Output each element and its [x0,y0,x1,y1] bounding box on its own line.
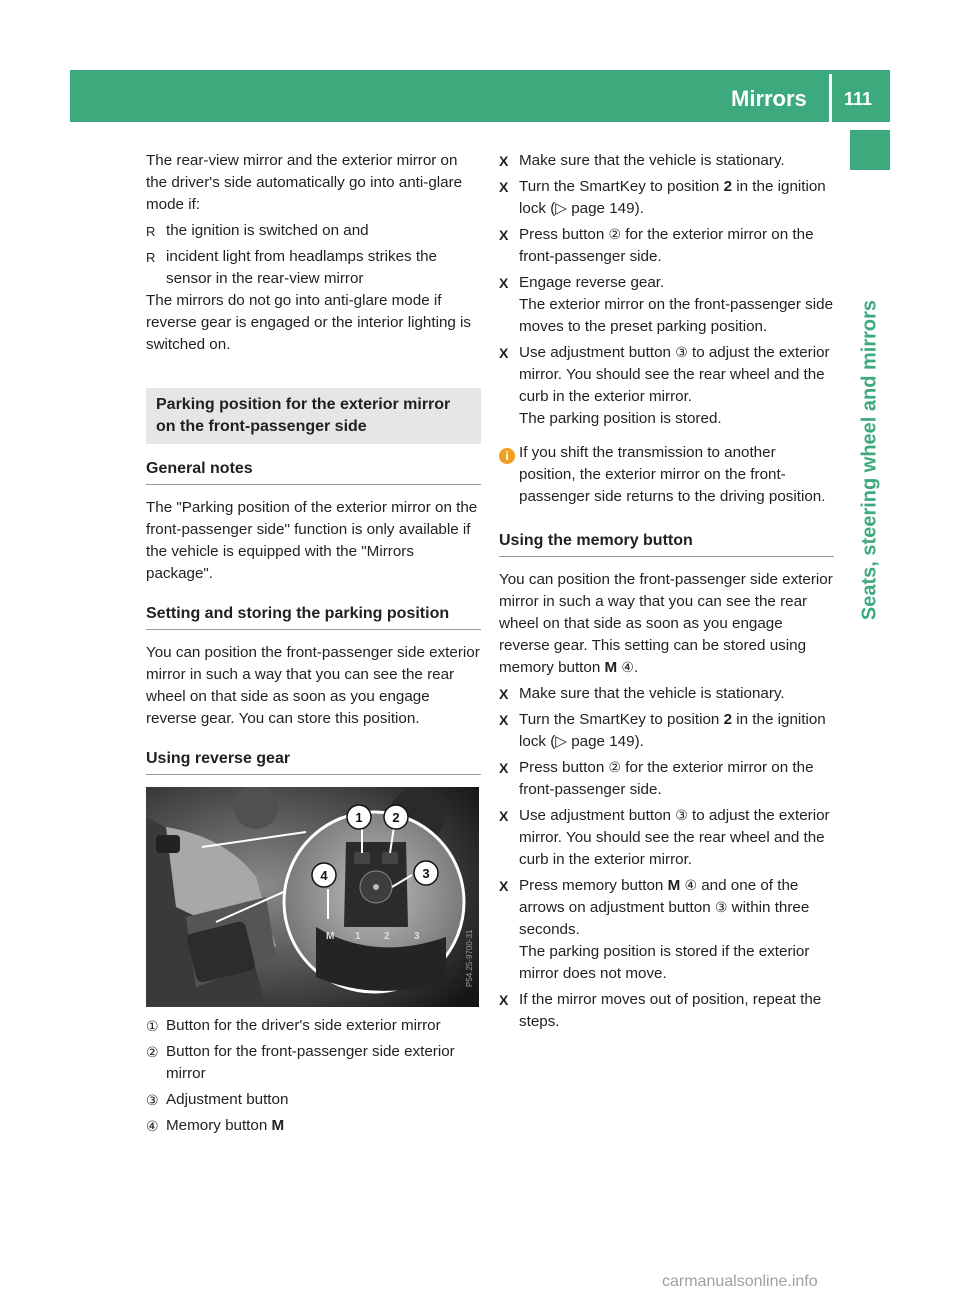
door-controls-illustration [146,787,479,1007]
button-2-label: 2 [384,931,390,942]
step-item: X Press memory button M ④ and one of the arrows on adjustment button ③ within three seconds. The parking position is stored if the exterior mirror does not move. [499,877,810,982]
chapter-tab [850,130,890,170]
step-item: X Turn the SmartKey to position 2 in the ignition lock (▷ page 149). [499,178,826,217]
intro-paragraph: The rear-view mirror and the exterior mirror on the driver's side automatically go into anti-glare mode if: [146,152,463,213]
step-item: X Turn the SmartKey to position 2 in the ignition lock (▷ page 149). [499,711,826,750]
bullet-marker: R [146,224,156,239]
step-item: X Engage reverse gear. The exterior mirror on the front-passenger side moves to the preset parking position. [499,274,834,335]
page-number: 111 [844,89,873,109]
memory-intro: You can position the front-passenger side exterior mirror in such a way that you can see the rear wheel on that side as soon as you engage reverse gear. This setting can be stored using memory button M ④. [499,571,833,676]
page-reference-link[interactable]: page 149 [571,200,635,217]
info-note: i If you shift the transmission to another position, the exterior mirror on the front-passenger side returns to the driving position. [499,442,834,508]
callout-4 [312,863,336,887]
section-heading: Parking position for the exterior mirror on the front-passenger side [146,388,481,444]
legend-item: ② Button for the front-passenger side exterior mirror [146,1043,455,1082]
button-1-label: 1 [355,931,361,942]
section-title: Mirrors [731,86,807,111]
step-item: X If the mirror moves out of position, repeat the steps. [499,991,822,1030]
list-item: R the ignition is switched on and [146,220,481,242]
button-3-label: 3 [414,931,420,942]
header-divider [829,74,832,122]
reverse-gear-heading: Using reverse gear [146,748,481,775]
step-item: X Use adjustment button ③ to adjust the exterior mirror. You should see the rear wheel and the curb in the exterior mirror. The parking position is stored. [499,344,830,427]
svg-text:2: 2 [392,810,400,825]
step-item: X Make sure that the vehicle is stationary. [499,152,785,169]
info-icon: i [499,448,515,464]
door-controls-photo [146,787,479,1007]
memory-button-heading: Using the memory button [499,530,834,557]
step-item: X Use adjustment button ③ to adjust the exterior mirror. You should see the rear wheel and the curb in the exterior mirror. [499,807,830,868]
page-reference-icon: ▷ [555,200,567,217]
callout-1 [347,805,371,829]
list-item: R incident light from headlamps strikes the sensor in the rear-view mirror [146,248,437,287]
anti-glare-paragraph: The mirrors do not go into anti-glare mode if reverse gear is engaged or the interior lighting is switched on. [146,292,472,353]
button-m-label: M [326,931,335,942]
legend-item: ④ Memory button M [146,1117,285,1134]
setting-text: You can position the front-passenger side exterior mirror in such a way that you can see the rear wheel on that side as soon as you engage reverse gear. You can store this position. [146,644,480,727]
setting-heading: Setting and storing the parking position [146,603,481,630]
step-item: X Make sure that the vehicle is stationary. [499,685,785,702]
svg-text:1: 1 [355,810,363,825]
bullet-marker: R [146,250,156,265]
callout-2 [384,805,408,829]
legend-item: ③ Adjustment button [146,1091,289,1108]
image-code: P54.25-9700-31 [465,929,474,987]
svg-text:3: 3 [422,866,430,881]
left-column [146,150,481,1137]
page-reference-icon: ▷ [555,733,567,750]
right-column [499,150,834,1033]
step-item: X Press button ② for the exterior mirror on the front-passenger side. [499,759,814,798]
step-item: X Press button ② for the exterior mirror on the front-passenger side. [499,226,814,265]
legend-item: ① Button for the driver's side exterior mirror [146,1017,441,1034]
page-reference-link[interactable]: page 149 [571,733,635,750]
callout-3 [414,861,438,885]
general-notes-text: The "Parking position of the exterior mirror on the front-passenger side" function is only available if the vehicle is equipped with the "Mirrors package". [146,499,478,582]
footer-watermark: carmanualsonline.info [662,1273,818,1290]
general-notes-heading: General notes [146,458,481,485]
svg-text:4: 4 [320,868,328,883]
